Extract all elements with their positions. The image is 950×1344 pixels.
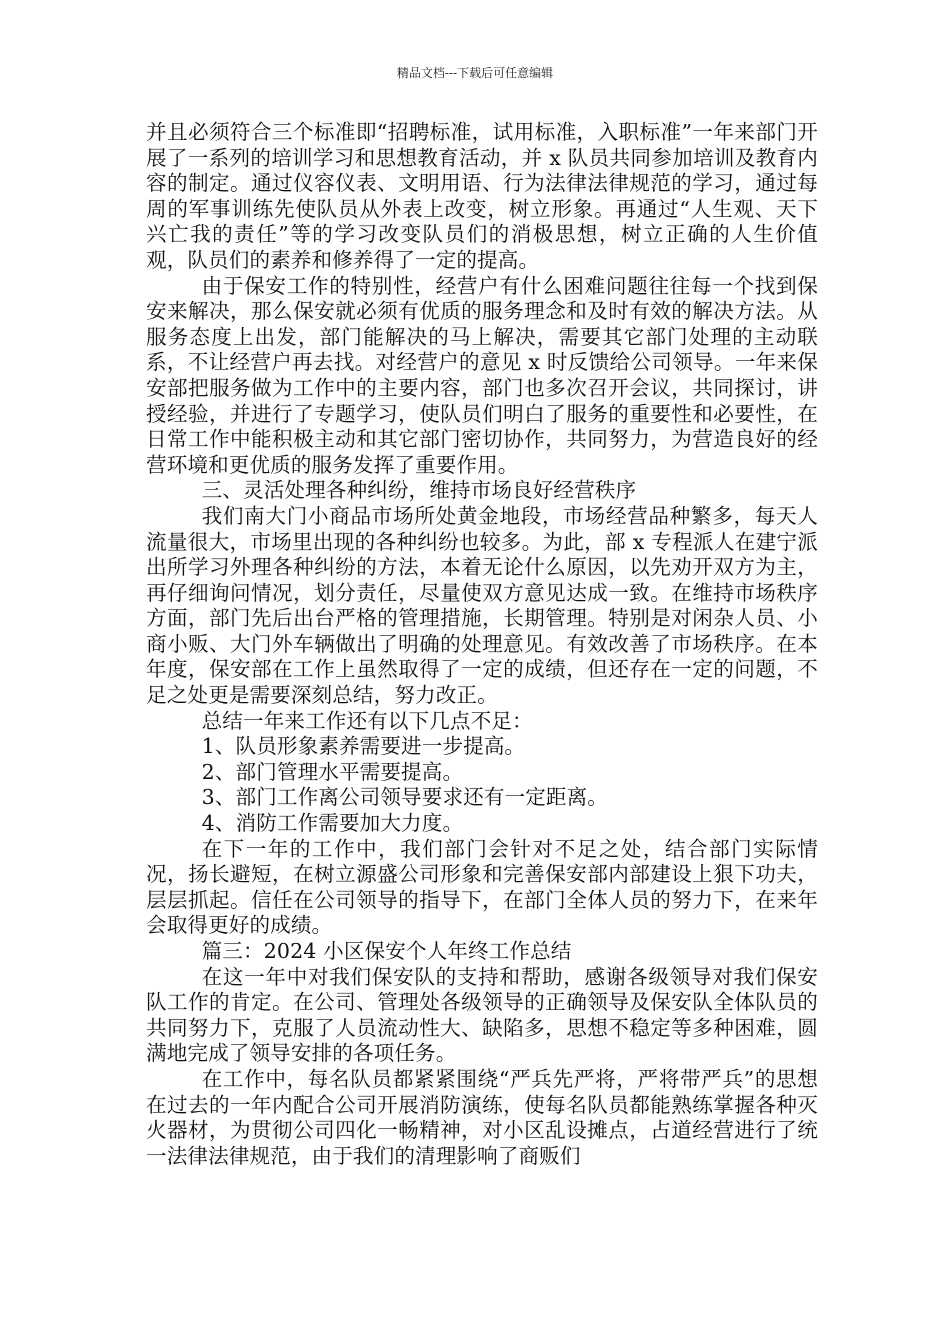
paragraph-work-practice: 在工作中，每名队员都紧紧围绕“严兵先严将，严将带严兵”的思想在过去的一年内配合公司开展消防演练，使每名队员都能熟练掌握各种灭火器材，为贯彻公司四化一畅精神，对小区乱设摊点，占道经营进行了统一法律法律规范，由于我们的清理影响了商贩们 xyxy=(146,1066,818,1168)
paragraph-shortcomings-intro: 总结一年来工作还有以下几点不足： xyxy=(201,708,533,733)
paragraph-thanks-leadership: 在这一年中对我们保安队的支持和帮助，感谢各级领导对我们保安队工作的肯定。在公司、管理处各级领导的正确领导及保安队全体队员的共同努力下，克服了人员流动性大、缺陷多，思想不稳定等多种困难，圆满地完成了领导安排的各项任务。 xyxy=(146,964,818,1066)
list-item-shortcoming-3: 3、部门工作离公司领导要求还有一定距离。 xyxy=(201,785,608,810)
list-item-shortcoming-1: 1、队员形象素养需要进一步提高。 xyxy=(201,734,526,759)
section-heading-disputes: 三、灵活处理各种纠纷，维持市场良好经营秩序 xyxy=(201,478,637,503)
paragraph-market-order: 我们南大门小商品市场所处黄金地段，市场经营品种繁多，每天人流量很大，市场里出现的各种纠纷也较多。为此，部 x 专程派人在建宁派出所学习外理各种纠纷的方法，本着无论什么原因，以先劝开双方为主，再仔细询问情况，划分责任，尽量使双方意见达成一致。在维持市场秩序方面，部门先后出台严格的管理措施，长期管理。特别是对闲杂人员、小商小贩、大门外车辆做出了明确的处理意见。有效改善了市场秩序。在本年度，保安部在工作上虽然取得了一定的成绩，但还存在一定的问题，不足之处更是需要深刻总结，努力改正。 xyxy=(146,503,818,708)
document-body xyxy=(146,120,818,1169)
page-header: 精品文档---下载后可任意编辑 xyxy=(396,66,554,80)
list-item-shortcoming-4: 4、消防工作需要加大力度。 xyxy=(201,811,464,836)
paragraph-service-concept: 由于保安工作的特别性，经营户有什么困难问题往往每一个找到保安来解决，那么保安就必须有优质的服务理念和及时有效的解决方法。从服务态度上出发，部门能解决的马上解决，需要其它部门处理的主动联系，不让经营户再去找。对经营户的意见 x 时反馈给公司领导。一年来保安部把服务做为工作中的主要内容，部门也多次召开会议，共同探讨，讲授经验，并进行了专题学习，使队员们明白了服务的重要性和必要性，在日常工作中能积极主动和其它部门密切协作，共同努力，为营造良好的经营环境和更优质的服务发挥了重要作用。 xyxy=(146,273,818,477)
paragraph-recruitment-standards: 并且必须符合三个标准即“招聘标准，试用标准，入职标准”一年来部门开展了一系列的培训学习和思想教育活动，并 x 队员共同参加培训及教育内容的制定。通过仪容仪表、文明用语、行为法律法律规范的学习，通过每周的军事训练先使队员从外表上改变，树立形象。再通过“人生观、天下兴亡我的责任”等的学习改变队员们的消极思想，树立正确的人生价值观，队员们的素养和修养得了一定的提高。 xyxy=(146,120,818,272)
list-item-shortcoming-2: 2、部门管理水平需要提高。 xyxy=(201,759,464,784)
paragraph-next-year-plan: 在下一年的工作中，我们部门会针对不足之处，结合部门实际情况，扬长避短，在树立源盛公司形象和完善保安部内部建设上狠下功夫，层层抓起。信任在公司领导的指导下，在部门全体人员的努力下，在来年会取得更好的成绩。 xyxy=(146,836,818,938)
section-heading-part-three: 篇三：2024 小区保安个人年终工作总结 xyxy=(201,939,572,963)
